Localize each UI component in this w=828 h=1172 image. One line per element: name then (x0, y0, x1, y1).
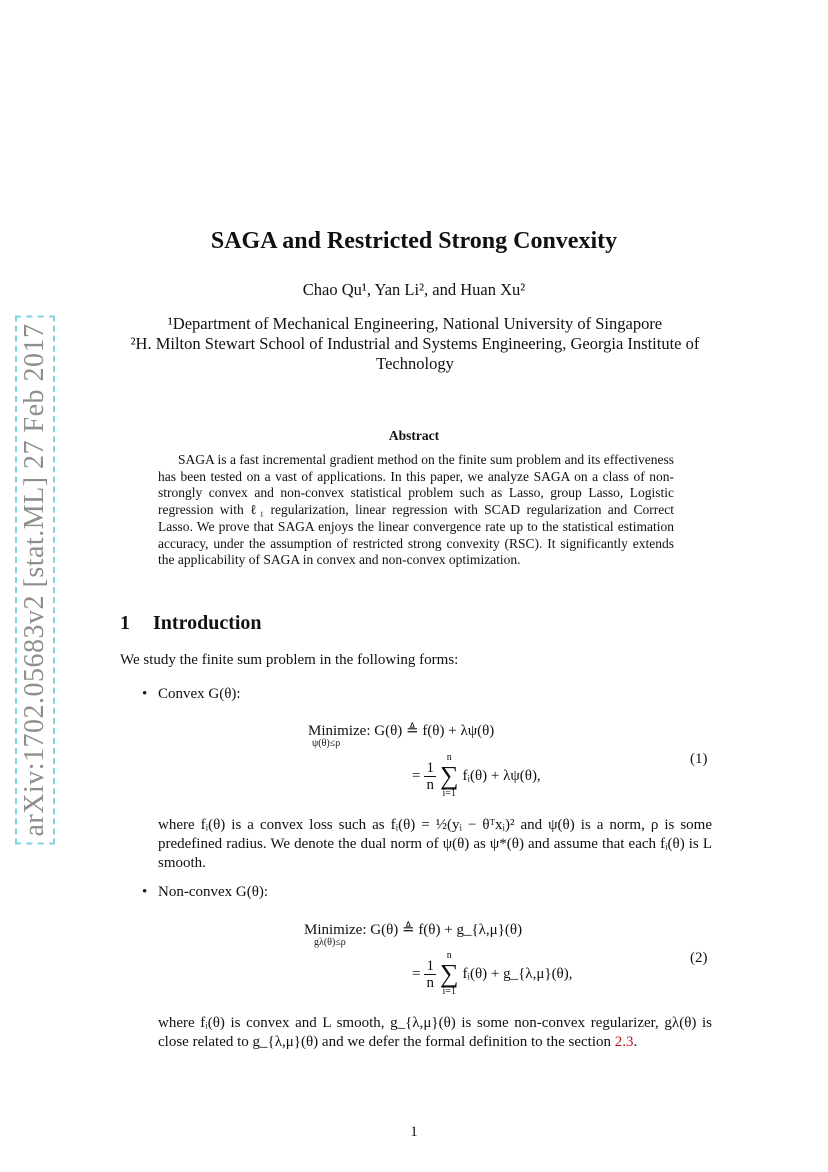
equation-1-constraint: ψ(θ)≤ρ (312, 738, 341, 749)
section-title: Introduction (153, 612, 262, 634)
bullet-1-label: Convex G(θ): (158, 686, 241, 702)
bullet-2-label: Non-convex G(θ): (158, 884, 269, 900)
bullet-icon: • (142, 686, 148, 702)
intro-paragraph: We study the finite sum problem in the following forms: (120, 652, 459, 668)
section-heading (120, 612, 262, 635)
bullet-icon: • (142, 884, 148, 900)
section-reference-link[interactable]: 2.3 (614, 1034, 634, 1050)
paper-title: SAGA and Restricted Strong Convexity (210, 228, 618, 254)
abstract-text: SAGA is a fast incremental gradient method on the finite sum problem and its effectiveness has been tested on a vast of applications. In this paper, we analyze SAGA on a class of non-strongly convex and non-convex statistical problem such as Lasso, group Lasso, Logistic regression with ℓ₁ regularization, linear regression with SCAD regularization and Correct Lasso. We prove that SAGA enjoys the linear convergence rate up to the statistical estimation accuracy, under the assumption of restricted strong convexity (RSC). It significantly extends the applicability of SAGA in convex and non-convex optimization. (158, 452, 674, 568)
summation-icon: n ∑ i=1 (439, 752, 459, 799)
equation-1-rhs-line (412, 752, 541, 800)
equation-2-lhs: Minimize: G(θ) ≜ f(θ) + g_{λ,μ}(θ) (304, 922, 523, 938)
equation-1-lhs: Minimize: G(θ) ≜ f(θ) + λψ(θ) (308, 723, 495, 739)
summation-icon: n ∑ i=1 (439, 950, 459, 997)
bullet-2-end: . (633, 1034, 638, 1050)
equals-sign: = (412, 767, 421, 784)
authors: Chao Qu¹, Yan Li², and Huan Xu² (302, 280, 526, 299)
page-number: 1 (410, 1124, 418, 1140)
abstract-heading: Abstract (388, 428, 440, 443)
affiliations (130, 314, 700, 374)
equation-2-rhs: fᵢ(θ) + g_{λ,μ}(θ), (462, 965, 573, 982)
affiliation-1: ¹Department of Mechanical Engineering, National University of Singapore (167, 314, 663, 333)
equation-1-number: (1) (690, 751, 708, 767)
equation-1-rhs: fᵢ(θ) + λψ(θ), (462, 767, 541, 784)
bullet-2-body: where fᵢ(θ) is convex and L smooth, g_{λ,μ}(θ) is some non-convex regularizer, gλ(θ) is close related to g_{λ,μ}(θ) and we defer the formal definition to the section (158, 1015, 712, 1050)
bullet-1-text: where fᵢ(θ) is a convex loss such as fᵢ(θ) = ½(yᵢ − θᵀxᵢ)² and ψ(θ) is a norm, ρ is some predefined radius. We denote the dual norm of ψ(θ) as ψ*(θ) and assume that each fᵢ(θ) is L smooth. (158, 817, 712, 871)
bullet-2-text (158, 1014, 712, 1052)
fraction: $\frac{1}{n}$ (426, 957, 434, 991)
arxiv-stamp (12, 320, 58, 840)
equals-sign: = (412, 965, 421, 982)
fraction: $\frac{1}{n}$ (426, 759, 434, 793)
equation-2-number: (2) (690, 950, 708, 966)
equation-2-rhs-line (412, 950, 573, 998)
equation-2-constraint: gλ(θ)≤ρ (314, 937, 346, 948)
section-number: 1 (120, 612, 130, 634)
bullet-item-convex (142, 686, 241, 703)
affiliation-2: ²H. Milton Stewart School of Industrial and Systems Engineering, Georgia Institute of Technology (130, 334, 700, 373)
arxiv-id: arXiv:1702.05683v2 [stat.ML] 27 Feb 2017 (15, 315, 55, 844)
bullet-item-nonconvex (142, 884, 268, 901)
